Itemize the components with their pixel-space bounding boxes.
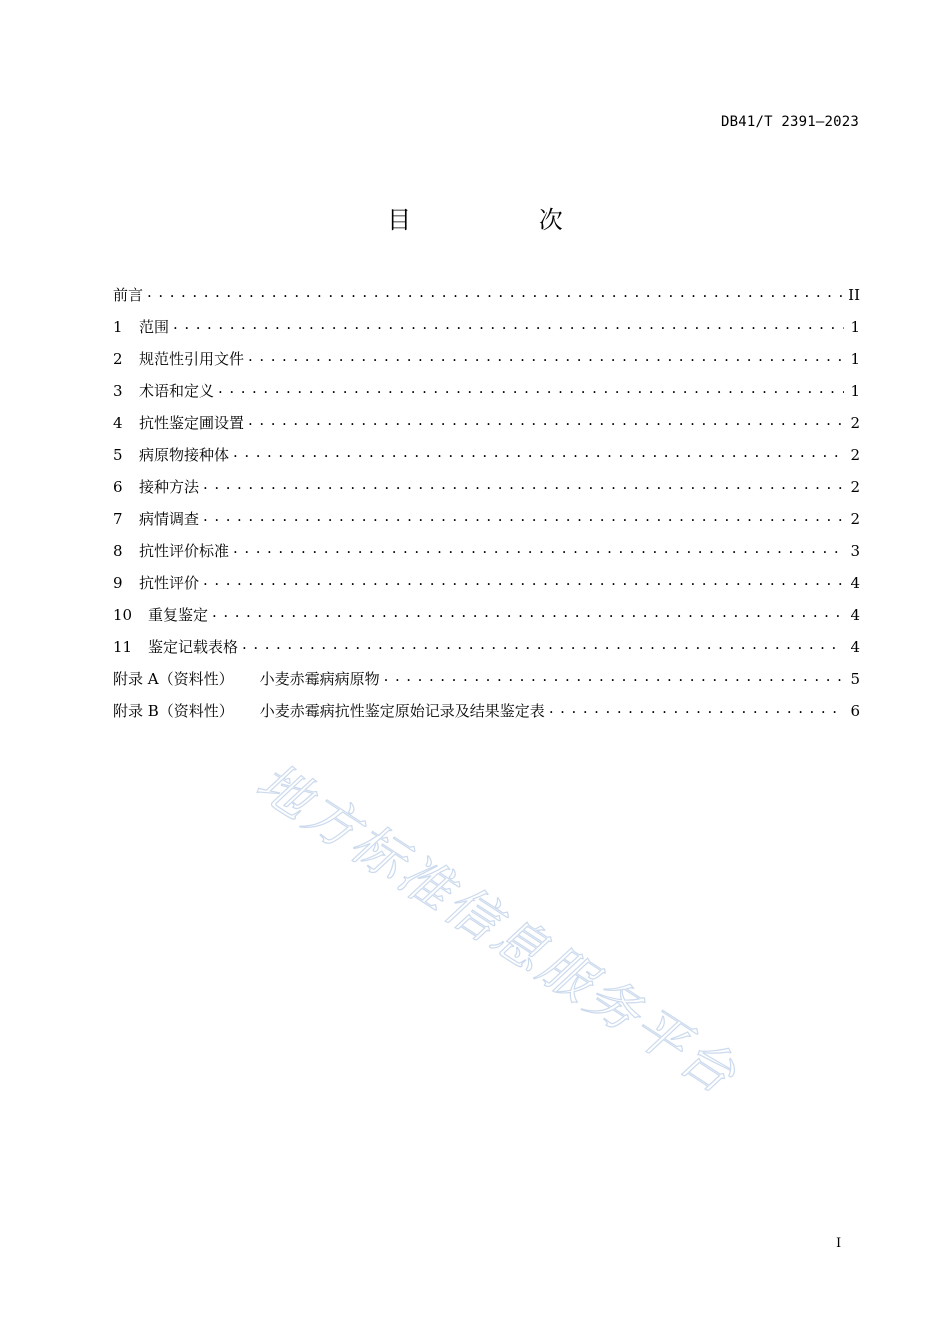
toc-entry-number: 6 bbox=[113, 478, 123, 496]
toc-entry[interactable] bbox=[113, 348, 860, 380]
annex-prefix: 附录 B（资料性） bbox=[113, 702, 234, 720]
toc-entry-label: 抗性评价 bbox=[139, 574, 200, 592]
toc-entry[interactable] bbox=[113, 508, 860, 540]
toc-leader-dots bbox=[233, 445, 844, 460]
annex-page: 6 bbox=[850, 702, 860, 720]
toc-entry-label: 术语和定义 bbox=[139, 382, 215, 400]
toc-leader-dots bbox=[212, 605, 844, 620]
toc-entry-number: 10 bbox=[113, 606, 133, 624]
annex-title: 小麦赤霉病抗性鉴定原始记录及结果鉴定表 bbox=[259, 702, 545, 720]
toc-entry-page: 4 bbox=[850, 638, 860, 656]
annex-page: 5 bbox=[850, 670, 860, 688]
toc-entry-label: 规范性引用文件 bbox=[139, 350, 245, 368]
toc-entry-label: 接种方法 bbox=[139, 478, 200, 496]
toc-entry[interactable] bbox=[113, 444, 860, 476]
toc-leader-dots bbox=[218, 381, 844, 396]
toc-entry-number: 11 bbox=[113, 638, 133, 656]
toc-entry[interactable] bbox=[113, 540, 860, 572]
toc-entry-number: 8 bbox=[113, 542, 123, 560]
toc-annex-entry[interactable] bbox=[113, 668, 860, 700]
page-number: I bbox=[836, 1236, 842, 1251]
toc-entry-page: II bbox=[848, 286, 860, 304]
toc-entry-number: 4 bbox=[113, 414, 123, 432]
toc-leader-dots bbox=[147, 285, 842, 300]
toc-entry-label: 鉴定记载表格 bbox=[148, 638, 239, 656]
toc-entry[interactable] bbox=[113, 316, 860, 348]
toc-entry-page: 1 bbox=[850, 382, 860, 400]
page-title: 目 次 bbox=[387, 206, 623, 234]
toc-leader-dots bbox=[248, 413, 844, 428]
toc-entry-label: 病情调查 bbox=[139, 510, 200, 528]
toc-entry-page: 1 bbox=[850, 350, 860, 368]
toc-entry-label: 抗性评价标准 bbox=[139, 542, 230, 560]
toc-entry[interactable] bbox=[113, 604, 860, 636]
toc-entry-label: 重复鉴定 bbox=[148, 606, 209, 624]
toc-entry[interactable] bbox=[113, 572, 860, 604]
toc-entry[interactable] bbox=[113, 284, 860, 316]
toc-entry-number: 7 bbox=[113, 510, 123, 528]
toc-leader-dots bbox=[233, 541, 844, 556]
toc-leader-dots bbox=[549, 701, 844, 716]
toc-entry[interactable] bbox=[113, 476, 860, 508]
toc-entry-number: 3 bbox=[113, 382, 123, 400]
toc-entry-number: 9 bbox=[113, 574, 123, 592]
annex-title: 小麦赤霉病病原物 bbox=[259, 670, 380, 688]
toc-entry-label: 病原物接种体 bbox=[139, 446, 230, 464]
toc-entry[interactable] bbox=[113, 412, 860, 444]
toc-entry-page: 3 bbox=[850, 542, 860, 560]
toc-entry-label: 范围 bbox=[139, 318, 170, 336]
toc-leader-dots bbox=[384, 669, 844, 684]
toc-entry-page: 4 bbox=[850, 606, 860, 624]
toc-entry-page: 2 bbox=[850, 414, 860, 432]
toc-entry-number: 2 bbox=[113, 350, 123, 368]
toc-leader-dots bbox=[203, 573, 844, 588]
toc-entry-page: 1 bbox=[850, 318, 860, 336]
toc-entry-page: 2 bbox=[850, 510, 860, 528]
standard-code: DB41/T 2391—2023 bbox=[720, 114, 859, 130]
toc-entry-label: 抗性鉴定圃设置 bbox=[139, 414, 245, 432]
toc-leader-dots bbox=[242, 637, 844, 652]
toc-leader-dots bbox=[203, 509, 844, 524]
toc-leader-dots bbox=[173, 317, 844, 332]
toc-entry-page: 2 bbox=[850, 478, 860, 496]
toc-entry[interactable] bbox=[113, 636, 860, 668]
toc-entry-label: 前言 bbox=[113, 286, 144, 304]
toc-entry-number: 5 bbox=[113, 446, 123, 464]
toc-leader-dots bbox=[248, 349, 844, 364]
toc-entry-page: 2 bbox=[850, 446, 860, 464]
annex-prefix: 附录 A（资料性） bbox=[113, 670, 234, 688]
toc-entry[interactable] bbox=[113, 380, 860, 412]
toc-annex-entry[interactable] bbox=[113, 700, 860, 732]
watermark-text: 地方标准信息服务平台 bbox=[245, 751, 749, 1108]
table-of-contents bbox=[113, 284, 860, 732]
toc-leader-dots bbox=[203, 477, 844, 492]
toc-entry-number: 1 bbox=[113, 318, 123, 336]
toc-entry-page: 4 bbox=[850, 574, 860, 592]
